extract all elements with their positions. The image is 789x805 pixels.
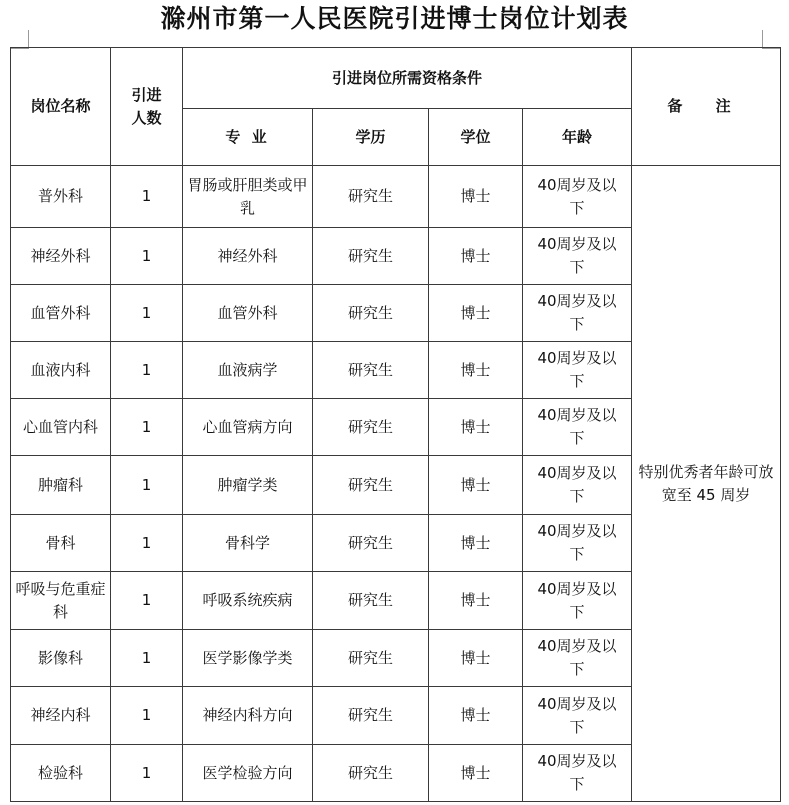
cell-major: 医学影像学类 bbox=[183, 630, 313, 687]
cell-position: 骨科 bbox=[11, 515, 111, 572]
cell-age-line2: 下 bbox=[569, 775, 585, 793]
header-major: 专 业 bbox=[183, 109, 313, 166]
cell-age bbox=[523, 342, 632, 399]
cell-age bbox=[523, 399, 632, 456]
plan-table bbox=[10, 47, 781, 802]
cell-age bbox=[523, 687, 632, 745]
cell-age bbox=[523, 456, 632, 515]
cell-education: 研究生 bbox=[313, 572, 429, 630]
cell-age-line2: 下 bbox=[569, 717, 585, 736]
cell-count: 1 bbox=[111, 630, 183, 687]
cell-count: 1 bbox=[111, 399, 183, 456]
header-count bbox=[111, 48, 183, 166]
cell-age-line2: 下 bbox=[569, 487, 585, 505]
cell-major: 神经内科方向 bbox=[183, 687, 313, 745]
header-count-line1: 引进 bbox=[131, 85, 162, 104]
cell-position: 血液内科 bbox=[11, 342, 111, 399]
cell-degree: 博士 bbox=[429, 687, 523, 745]
header-position: 岗位名称 bbox=[11, 48, 111, 166]
cell-position: 血管外科 bbox=[11, 285, 111, 342]
header-count-line2: 人数 bbox=[131, 108, 162, 127]
cell-age bbox=[523, 572, 632, 630]
cell-education: 研究生 bbox=[313, 285, 429, 342]
cell-degree: 博士 bbox=[429, 745, 523, 802]
cell-education: 研究生 bbox=[313, 342, 429, 399]
cell-education: 研究生 bbox=[313, 630, 429, 687]
cell-count: 1 bbox=[111, 228, 183, 285]
cell-position: 普外科 bbox=[11, 166, 111, 228]
cell-education: 研究生 bbox=[313, 399, 429, 456]
cell-age-line2: 下 bbox=[569, 315, 585, 333]
cell-major: 骨科学 bbox=[183, 515, 313, 572]
cell-count: 1 bbox=[111, 166, 183, 228]
cell-count: 1 bbox=[111, 285, 183, 342]
cell-age bbox=[523, 745, 632, 802]
header-education: 学历 bbox=[313, 109, 429, 166]
cell-age-line1: 40周岁及以 bbox=[537, 349, 617, 367]
cell-degree: 博士 bbox=[429, 630, 523, 687]
cell-age-line1: 40周岁及以 bbox=[537, 292, 617, 310]
cell-major: 胃肠或肝胆类或甲乳 bbox=[183, 166, 313, 228]
cell-age bbox=[523, 630, 632, 687]
cell-age-line1: 40周岁及以 bbox=[537, 637, 617, 655]
cell-count: 1 bbox=[111, 572, 183, 630]
cell-degree: 博士 bbox=[429, 456, 523, 515]
cell-age-line2: 下 bbox=[569, 198, 585, 217]
plan-table-body bbox=[11, 166, 781, 802]
cell-degree: 博士 bbox=[429, 166, 523, 228]
cell-major: 血液病学 bbox=[183, 342, 313, 399]
cell-major: 心血管病方向 bbox=[183, 399, 313, 456]
cell-age-line2: 下 bbox=[569, 258, 585, 276]
header-age: 年龄 bbox=[523, 109, 632, 166]
cell-age-line1: 40周岁及以 bbox=[537, 694, 617, 713]
cell-major: 肿瘤学类 bbox=[183, 456, 313, 515]
cell-age bbox=[523, 166, 632, 228]
cell-age-line2: 下 bbox=[569, 429, 585, 447]
header-remark: 备 注 bbox=[632, 48, 781, 166]
cell-degree: 博士 bbox=[429, 399, 523, 456]
cell-age-line1: 40周岁及以 bbox=[537, 406, 617, 424]
cell-position: 影像科 bbox=[11, 630, 111, 687]
cell-age-line1: 40周岁及以 bbox=[537, 464, 617, 482]
cell-position: 神经外科 bbox=[11, 228, 111, 285]
cell-count: 1 bbox=[111, 515, 183, 572]
cell-position: 神经内科 bbox=[11, 687, 111, 745]
cell-age-line2: 下 bbox=[569, 372, 585, 390]
cell-education: 研究生 bbox=[313, 456, 429, 515]
cell-education: 研究生 bbox=[313, 515, 429, 572]
cell-degree: 博士 bbox=[429, 572, 523, 630]
cell-education: 研究生 bbox=[313, 745, 429, 802]
cell-count: 1 bbox=[111, 342, 183, 399]
cell-position: 心血管内科 bbox=[11, 399, 111, 456]
cell-degree: 博士 bbox=[429, 228, 523, 285]
cell-education: 研究生 bbox=[313, 687, 429, 745]
cell-degree: 博士 bbox=[429, 342, 523, 399]
table-row bbox=[11, 166, 781, 228]
cell-count: 1 bbox=[111, 745, 183, 802]
cell-education: 研究生 bbox=[313, 228, 429, 285]
header-requirements: 引进岗位所需资格条件 bbox=[183, 48, 632, 109]
cell-age bbox=[523, 515, 632, 572]
cell-age-line1: 40周岁及以 bbox=[537, 579, 617, 598]
cell-age-line1: 40周岁及以 bbox=[537, 235, 617, 253]
cell-age-line1: 40周岁及以 bbox=[537, 752, 617, 770]
cell-major: 血管外科 bbox=[183, 285, 313, 342]
cell-count: 1 bbox=[111, 456, 183, 515]
cell-count: 1 bbox=[111, 687, 183, 745]
cell-major: 呼吸系统疾病 bbox=[183, 572, 313, 630]
cell-age-line2: 下 bbox=[569, 602, 585, 621]
cell-degree: 博士 bbox=[429, 285, 523, 342]
cell-age-line1: 40周岁及以 bbox=[537, 175, 617, 194]
cell-age-line1: 40周岁及以 bbox=[537, 522, 617, 540]
cell-major: 神经外科 bbox=[183, 228, 313, 285]
cell-age bbox=[523, 228, 632, 285]
cell-position: 检验科 bbox=[11, 745, 111, 802]
cell-degree: 博士 bbox=[429, 515, 523, 572]
page-title: 滁州市第一人民医院引进博士岗位计划表 bbox=[160, 4, 629, 33]
header-degree: 学位 bbox=[429, 109, 523, 166]
cell-age bbox=[523, 285, 632, 342]
cell-education: 研究生 bbox=[313, 166, 429, 228]
cell-position: 呼吸与危重症科 bbox=[11, 572, 111, 630]
cell-remark: 特别优秀者年龄可放宽至 45 周岁 bbox=[632, 166, 781, 802]
cell-major: 医学检验方向 bbox=[183, 745, 313, 802]
cell-age-line2: 下 bbox=[569, 660, 585, 678]
cell-position: 肿瘤科 bbox=[11, 456, 111, 515]
cell-age-line2: 下 bbox=[569, 545, 585, 563]
